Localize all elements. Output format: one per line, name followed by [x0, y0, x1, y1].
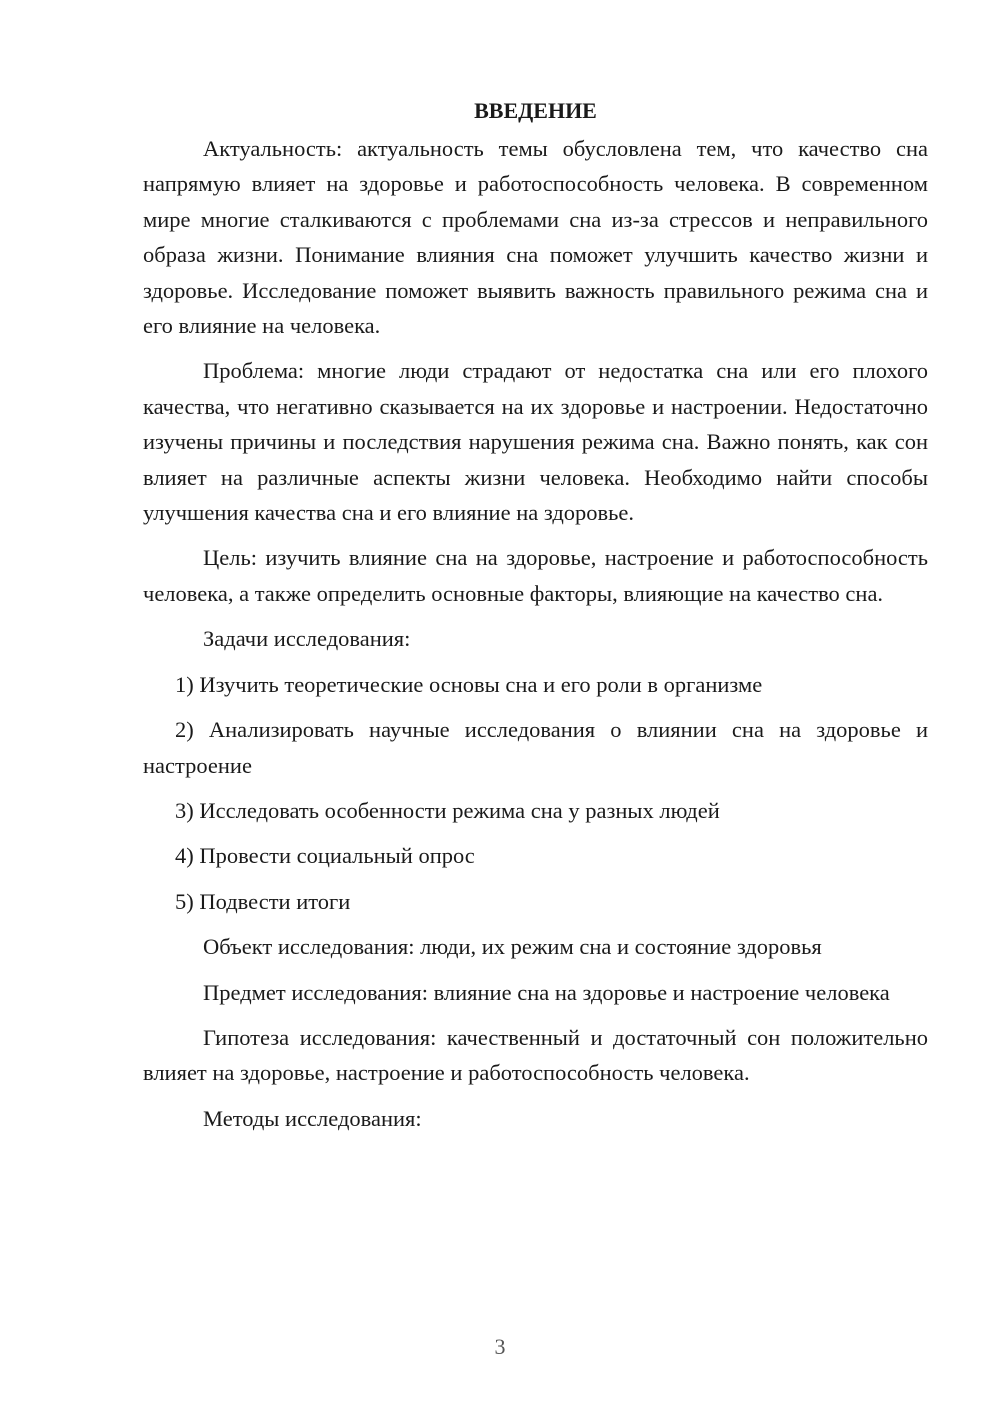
page-number: 3 — [494, 1334, 506, 1359]
page-content — [143, 93, 928, 1146]
task-item-1: 1) Изучить теоретические основы сна и его роли в организме — [175, 671, 763, 697]
paragraph-relevance: Актуальность: актуальность темы обусловлена тем, что качество сна напрямую влияет на здоровье и работоспособность человека. В современном мире многие сталкиваются с проблемами сна из-за стрессов и неправильного образа жизни. Понимание влияния сна поможет улучшить качество жизни и здоровье. Исследование поможет выявить важность правильного режима сна и его влияние на человека. — [143, 136, 928, 339]
tasks-heading: Задачи исследования: — [203, 626, 411, 652]
paragraph-subject: Предмет исследования: влияние сна на здоровье и настроение человека — [203, 979, 890, 1005]
section-title: ВВЕДЕНИЕ — [474, 98, 597, 123]
paragraph-object: Объект исследования: люди, их режим сна и состояние здоровья — [203, 934, 822, 960]
paragraph-goal: Цель: изучить влияние сна на здоровье, настроение и работоспособность человека, а также определить основные факторы, влияющие на качество сна. — [143, 545, 928, 606]
task-item-2: 2) Анализировать научные исследования о влиянии сна на здоровье и настроение — [143, 717, 928, 778]
paragraph-problem: Проблема: многие люди страдают от недостатка сна или его плохого качества, что негативно сказывается на их здоровье и настроении. Недостаточно изучены причины и последствия нарушения режима сна. Важно понять, как сон влияет на различные аспекты жизни человека. Необходимо найти способы улучшения качества сна и его влияние на здоровье. — [143, 358, 928, 526]
task-item-5: 5) Подвести итоги — [175, 888, 351, 914]
paragraph-methods: Методы исследования: — [203, 1105, 422, 1131]
task-item-4: 4) Провести социальный опрос — [175, 843, 475, 869]
task-item-3: 3) Исследовать особенности режима сна у разных людей — [175, 797, 720, 823]
paragraph-hypothesis: Гипотеза исследования: качественный и достаточный сон положительно влияет на здоровье, настроение и работоспособность человека. — [143, 1024, 928, 1086]
